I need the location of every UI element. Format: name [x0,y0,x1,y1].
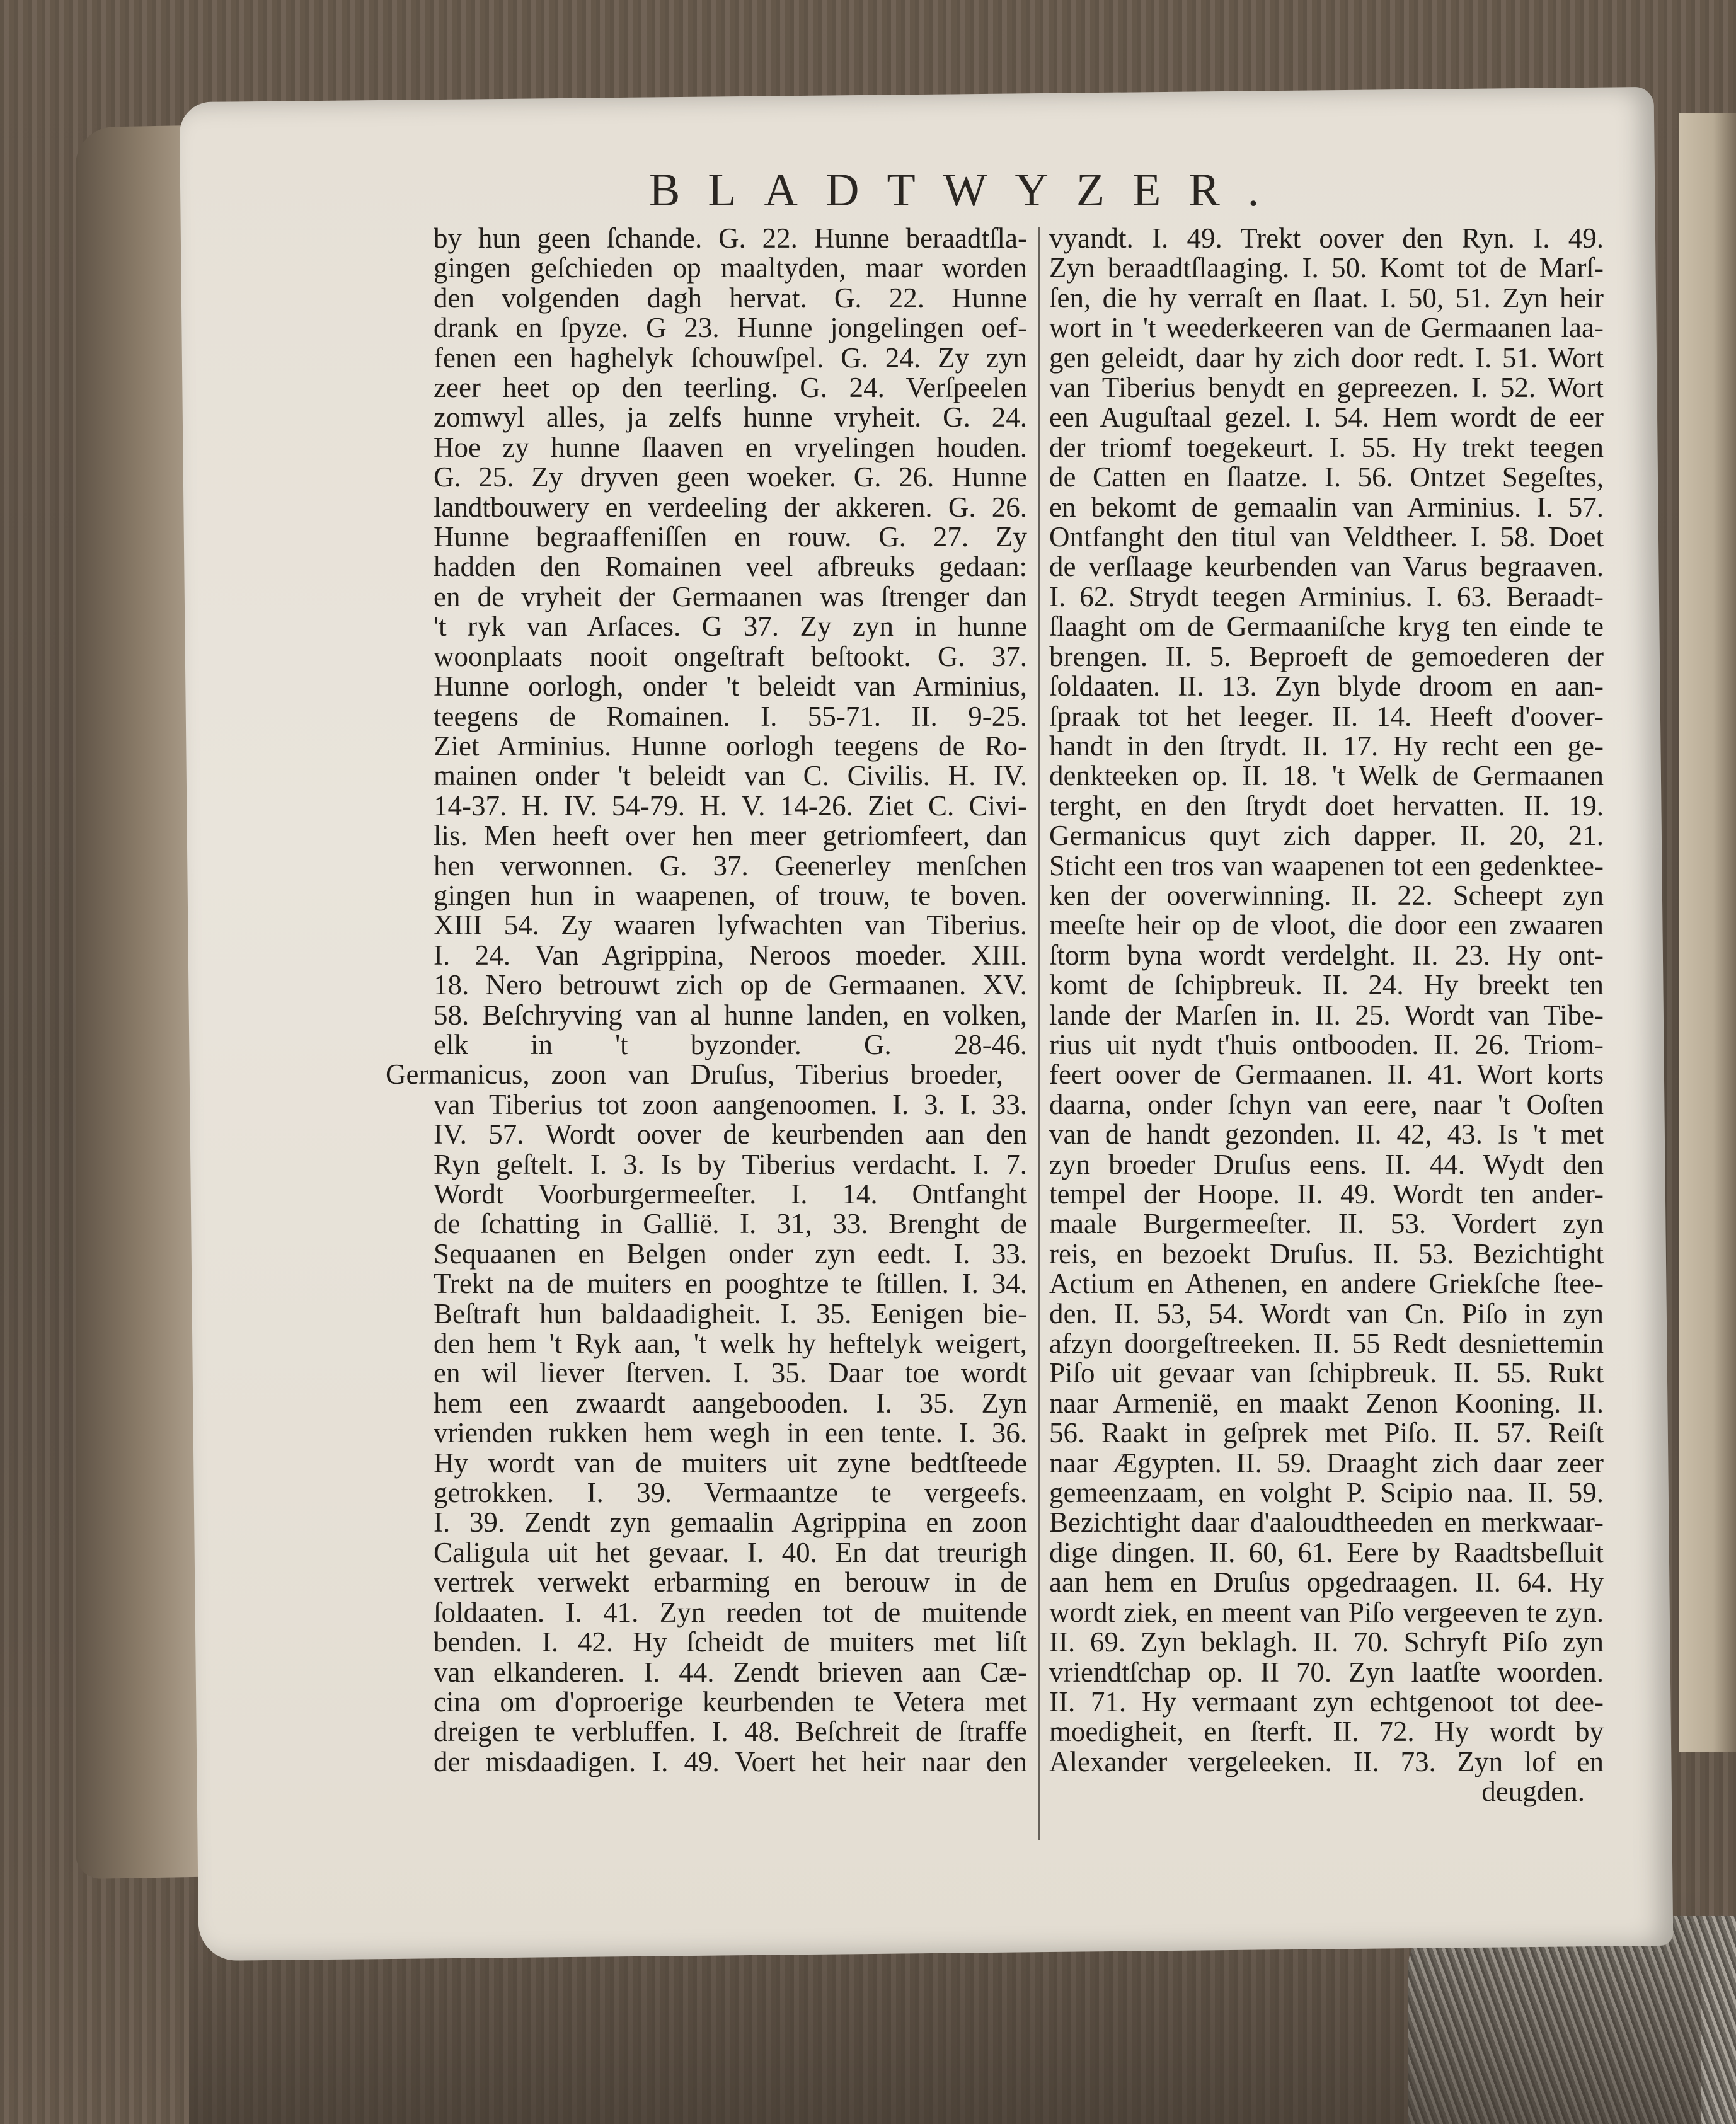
index-line: lis. Men heeft over hen meer getriomfeert, dan [434,820,1027,852]
index-line: ſpraak tot het leeger. II. 14. Heeft d'oover- [1049,700,1604,732]
index-line: IV. 57. Wordt oover de keurbenden aan den [434,1118,1027,1151]
index-line: XIII 54. Zy waaren lyfwachten van Tiberius. [434,909,1027,941]
index-line: lande der Marſen in. II. 25. Wordt van Tibe- [1049,999,1604,1031]
index-line: elk in 't byzonder. G. 28-46. [434,1028,1027,1060]
index-line: maale Burgermeeſter. II. 53. Vordert zyn [1049,1208,1604,1240]
index-line: komt de ſchipbreuk. II. 24. Hy breekt ten [1049,969,1604,1001]
index-line: 56. Raakt in geſprek met Piſo. II. 57. Reiſt [1049,1417,1604,1449]
index-line: hem een zwaardt aangebooden. I. 35. Zyn [434,1387,1027,1419]
index-line: vyandt. I. 49. Trekt oover den Ryn. I. 49. [1049,222,1604,254]
index-line: 18. Nero betrouwt zich op de Germaanen. XV. [434,969,1027,1001]
index-line: G. 25. Zy dryven geen woeker. G. 26. Hunne [434,461,1027,493]
index-line: 't ryk van Arſaces. G 37. Zy zyn in hunne [434,611,1027,643]
index-line: fenen een haghelyk ſchouwſpel. G. 24. Zy zyn [434,342,1027,374]
index-line: woonplaats nooit ongeſtraft beſtookt. G. 37. [434,640,1027,672]
index-line: benden. I. 42. Hy ſcheidt de muiters met liſt [434,1626,1027,1658]
index-line: Ontfanght den titul van Veldtheer. I. 58. Doet [1049,521,1604,553]
index-line: ſoldaaten. I. 41. Zyn reeden tot de muitende [434,1596,1027,1628]
index-line: hen verwonnen. G. 37. Geenerley menſchen [434,849,1027,881]
next-page-gutter [1679,113,1736,1752]
index-line: Sticht een tros van waapenen tot een gedenktee- [1049,849,1604,881]
index-line: Hoe zy hunne ſlaaven en vryelingen houden. [434,431,1027,463]
index-line: wordt ziek, en meent van Piſo vergeeven te zyn. [1049,1596,1604,1628]
index-line: gingen geſchieden op maaltyden, maar worden [434,252,1027,284]
index-line: handt in den ſtrydt. II. 17. Hy recht een ge- [1049,730,1604,762]
index-line: zyn broeder Druſus eens. II. 44. Wydt den [1049,1148,1604,1180]
index-line: denkteeken op. II. 18. 't Welk de Germaanen [1049,760,1604,792]
index-line: Trekt na de muiters en pooghtze te ſtillen. I. 34. [434,1268,1027,1300]
index-line: ſen, die hy verraſt en ſlaat. I. 50, 51. Zyn heir [1049,282,1604,314]
index-line: brengen. II. 5. Beproeft de gemoederen der [1049,640,1604,672]
index-line: den. II. 53, 54. Wordt van Cn. Piſo in zyn [1049,1297,1604,1329]
index-line: vrienden rukken hem wegh in een tente. I. 36. [434,1417,1027,1449]
index-line: zomwyl alles, ja zelfs hunne vryheit. G. 24. [434,401,1027,433]
index-line: der triomf toegekeurt. I. 55. Hy trekt teegen [1049,431,1604,463]
running-head: BLADTWYZER. [649,164,1287,216]
index-line: I. 39. Zendt zyn gemaalin Agrippina en zoon [434,1507,1027,1539]
index-line: zeer heet op den teerling. G. 24. Verſpeelen [434,372,1027,404]
index-line: Beſtraft hun baldaadigheit. I. 35. Eenigen bie- [434,1297,1027,1329]
index-line: naar Armenië, en maakt Zenon Kooning. II. [1049,1387,1604,1419]
index-line: Wordt Voorburgermeeſter. I. 14. Ontfanght [434,1178,1027,1210]
index-line: der misdaadigen. I. 49. Voert het heir naar den [434,1745,1027,1777]
index-line: vertrek verwekt erbarming en berouw in de [434,1566,1027,1599]
index-line: landtbouwery en verdeeling der akkeren. G. 26. [434,491,1027,523]
index-line: 14-37. H. IV. 54-79. H. V. 14-26. Ziet C. Civi- [434,789,1027,822]
index-line: ſoldaaten. II. 13. Zyn blyde droom en aan- [1049,670,1604,703]
index-line: I. 62. Strydt teegen Arminius. I. 63. Beraadt- [1049,580,1604,612]
index-line: aan hem en Druſus opgedraagen. II. 64. Hy [1049,1566,1604,1599]
index-line: I. 24. Van Agrippina, Neroos moeder. XIII. [434,939,1027,971]
index-line: Sequaanen en Belgen onder zyn eedt. I. 33. [434,1237,1027,1270]
index-line: teegens de Romainen. I. 55-71. II. 9-25. [434,700,1027,732]
index-line: de Catten en ſlaatze. I. 56. Ontzet Segeſtes, [1049,461,1604,493]
index-line: mainen onder 't beleidt van C. Civilis. H. IV. [434,760,1027,792]
index-line: dreigen te verbluffen. I. 48. Beſchreit de ſtraffe [434,1716,1027,1748]
index-line: en wil liever ſterven. I. 35. Daar toe wordt [434,1357,1027,1389]
index-line: reis, en bezoekt Druſus. II. 53. Bezichtight [1049,1237,1604,1270]
index-line: rius uit nydt t'huis ontbooden. II. 26. Triom- [1049,1028,1604,1060]
index-line: ſtorm byna wordt verdelght. II. 23. Hy ont- [1049,939,1604,971]
index-line: en de vryheit der Germaanen was ſtrenger dan [434,580,1027,612]
index-line: Germanicus, zoon van Druſus, Tiberius broeder, [386,1059,1003,1091]
index-line: hadden den Romainen veel afbreuks gedaan: [434,551,1027,583]
index-line: meeſte heir op de vloot, die door een zwaaren [1049,909,1604,941]
index-line: tempel der Hoope. II. 49. Wordt ten ander- [1049,1178,1604,1210]
index-line: 58. Beſchryving van al hunne landen, en volken, [434,999,1027,1031]
index-line: drank en ſpyze. G 23. Hunne jongelingen oef- [434,312,1027,344]
index-line: Alexander vergeleeken. II. 73. Zyn lof en [1049,1745,1604,1777]
index-line: Hy wordt van de muiters uit zyne bedtſteede [434,1447,1027,1479]
index-line: ſlaaght om de Germaaniſche kryg ten einde te [1049,611,1604,643]
index-line: Ziet Arminius. Hunne oorlogh teegens de Ro- [434,730,1027,762]
index-line: Hunne oorlogh, onder 't beleidt van Arminius, [434,670,1027,703]
index-line: Actium en Athenen, en andere Griekſche ſtee- [1049,1268,1604,1300]
index-line: daarna, onder ſchyn van eere, naar 't Ooſten [1049,1088,1604,1120]
index-line: II. 71. Hy vermaant zyn echtgenoot tot dee- [1049,1685,1604,1718]
index-line: gemeenzaam, en volght P. Scipio naa. II. 59. [1049,1477,1604,1509]
index-line: en bekomt de gemaalin van Arminius. I. 57. [1049,491,1604,523]
index-line: wort in 't weederkeeren van de Germaanen laa- [1049,312,1604,344]
index-line: Bezichtight daar d'aaloudtheeden en merkwaar- [1049,1507,1604,1539]
index-line: de ſchatting in Gallië. I. 31, 33. Brenght de [434,1208,1027,1240]
index-column-right [1049,224,1604,1807]
index-line: Hunne begraaffeniſſen en rouw. G. 27. Zy [434,521,1027,553]
index-line: naar Ægypten. II. 59. Draaght zich daar zeer [1049,1447,1604,1479]
index-line: II. 69. Zyn beklagh. II. 70. Schryft Piſo zyn [1049,1626,1604,1658]
index-column-left [386,222,1027,1777]
index-line: den hem 't Ryk aan, 't welk hy heftelyk weigert, [434,1328,1027,1360]
index-line: by hun geen ſchande. G. 22. Hunne beraadtſla- [434,222,1027,254]
index-line: Germanicus quyt zich dapper. II. 20, 21. [1049,820,1604,852]
index-line: moedigheit, en ſterft. II. 72. Hy wordt by [1049,1716,1604,1748]
index-line: terght, en den ſtrydt doet hervatten. II. 19. [1049,789,1604,822]
index-line: feert oover de Germaanen. II. 41. Wort korts [1049,1059,1604,1091]
index-line-end: deugden. [1481,1776,1585,1808]
index-line: vriendtſchap op. II 70. Zyn laatſte woorden. [1049,1656,1604,1688]
index-line: van elkanderen. I. 44. Zendt brieven aan Cæ- [434,1656,1027,1688]
index-line: den volgenden dagh hervat. G. 22. Hunne [434,282,1027,314]
index-line: Caligula uit het gevaar. I. 40. En dat treurigh [434,1536,1027,1568]
index-line: Piſo uit gevaar van ſchipbreuk. II. 55. Rukt [1049,1357,1604,1389]
index-line: de verſlaage keurbenden van Varus begraaven. [1049,551,1604,583]
index-line: afzyn doorgeſtreeken. II. 55 Redt desniettemin [1049,1328,1604,1360]
index-line: van Tiberius benydt en gepreezen. I. 52. Wort [1049,372,1604,404]
index-line: cina om d'oproerige keurbenden te Vetera met [434,1685,1027,1718]
index-line: van de handt gezonden. II. 42, 43. Is 't met [1049,1118,1604,1151]
index-line: dige dingen. II. 60, 61. Eere by Raadtsbeſluit [1049,1536,1604,1568]
index-line: gingen hun in waapenen, of trouw, te boven. [434,879,1027,911]
index-line: van Tiberius tot zoon aangenoomen. I. 3. I. 33. [434,1088,1027,1120]
column-divider [1038,227,1040,1840]
index-line: Zyn beraadtſlaaging. I. 50. Komt tot de Marſ- [1049,252,1604,284]
index-line: gen geleidt, daar hy zich door redt. I. 51. Wort [1049,342,1604,374]
index-line: getrokken. I. 39. Vermaantze te vergeefs. [434,1477,1027,1509]
index-line: Ryn geſtelt. I. 3. Is by Tiberius verdacht. I. 7. [434,1148,1027,1180]
index-line: een Auguſtaal gezel. I. 54. Hem wordt de eer [1049,401,1604,433]
index-line: ken der ooverwinning. II. 22. Scheept zyn [1049,879,1604,911]
